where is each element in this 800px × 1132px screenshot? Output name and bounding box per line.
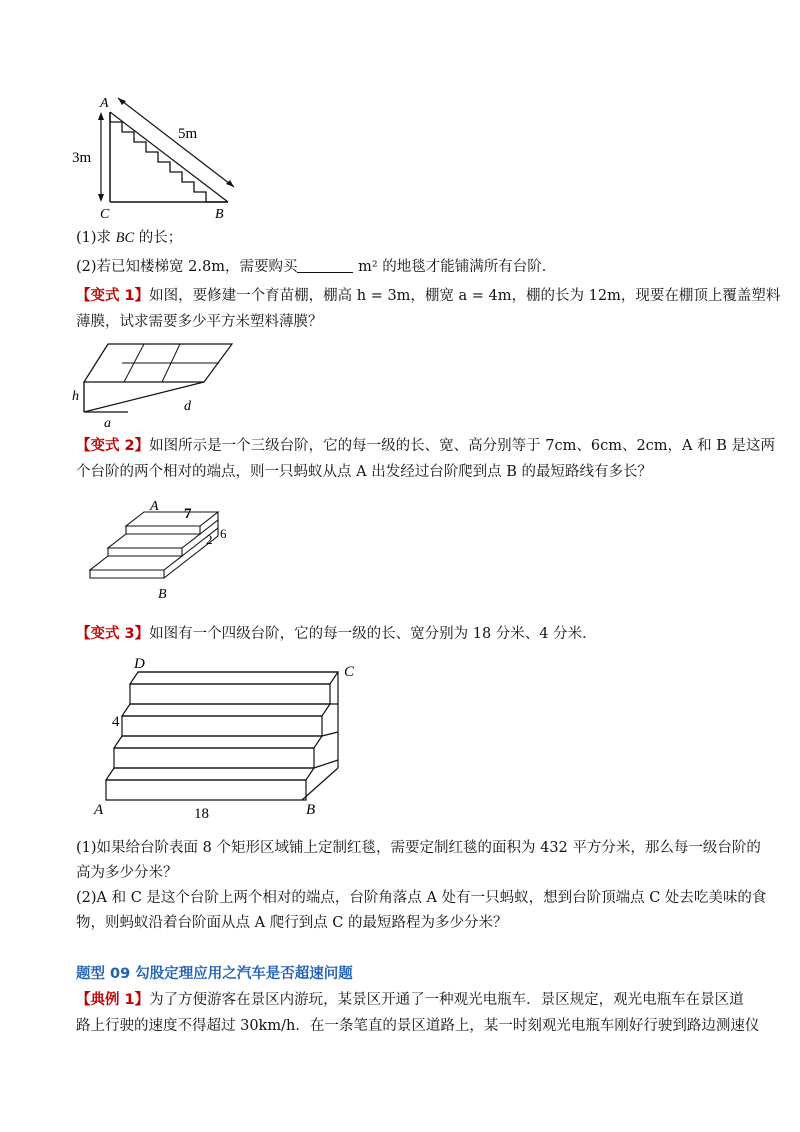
- fig4-label-b: B: [306, 802, 316, 818]
- question-1-part2: (2)若已知楼梯宽 2.8m，需要购买 m² 的地毯才能铺满所有台阶．: [76, 259, 557, 275]
- example-1-line2: 路上行驶的速度不得超过 30km/h．在一条笔直的景区道路上，某一时刻观光电瓶车刚好行驶到路边测速仪: [76, 1018, 760, 1034]
- fig2-label-d: d: [184, 399, 191, 414]
- fig4-label-d: D: [134, 656, 145, 672]
- fig4-label-18: 18: [194, 806, 209, 822]
- fig3-label-2: 2: [206, 532, 213, 547]
- section-title: 题型 09 勾股定理应用之汽车是否超速问题: [76, 966, 353, 982]
- variant-2-line1: 【变式 2】如图所示是一个三级台阶，它的每一级的长、宽、高分别等于 7cm、6cm、2cm，A 和 B 是这两: [76, 438, 775, 454]
- greenhouse-figure: [68, 332, 258, 432]
- fig3-label-7: 7: [184, 506, 192, 522]
- variant-3-q1-line2: 高为多少分米？: [76, 865, 178, 881]
- fig1-label-height: 3m: [72, 150, 92, 166]
- variant-3-q2-line2: 物，则蚂蚁沿着台阶面从点 A 爬行到点 C 的最短路程为多少分米？: [76, 915, 508, 931]
- fig3-label-6: 6: [220, 526, 227, 541]
- answer-blank: [297, 258, 353, 273]
- question-1-part1: (1)求 BC 的长；: [76, 230, 183, 246]
- variant-1-line2: 薄膜，试求需要多少平方米塑料薄膜？: [76, 314, 323, 330]
- variant-2-tag: 【变式 2】: [76, 438, 150, 454]
- fig2-label-a: a: [104, 416, 111, 431]
- fig3-label-b: B: [158, 587, 167, 602]
- fig4-label-4: 4: [112, 714, 120, 730]
- four-step-stairs-figure: [88, 654, 378, 824]
- example-1-tag: 【典例 1】: [76, 992, 150, 1008]
- fig2-label-h: h: [72, 389, 79, 404]
- variant-1-tag: 【变式 1】: [76, 288, 150, 304]
- variant-3-tag: 【变式 3】: [76, 626, 150, 642]
- staircase-triangle-figure: [70, 92, 250, 222]
- variant-1-line1: 【变式 1】如图，要修建一个育苗棚，棚高 h = 3m，棚宽 a = 4m，棚的长为 12m，现要在棚顶上覆盖塑料: [76, 288, 781, 304]
- variant-3-q2-line1: (2)A 和 C 是这个台阶上两个相对的端点，台阶角落点 A 处有一只蚂蚁，想到台阶顶端点 C 处去吃美味的食: [76, 890, 767, 906]
- variant-3-line1: 【变式 3】如图有一个四级台阶，它的每一级的长、宽分别为 18 分米、4 分米．: [76, 626, 597, 642]
- variant-3-q1-line1: (1)如果给台阶表面 8 个矩形区域铺上定制红毯，需要定制红毯的面积为 432 平方分米，那么每一级台阶的: [76, 840, 761, 856]
- fig3-label-a: A: [150, 499, 159, 514]
- fig1-label-c: C: [100, 207, 110, 222]
- variant-2-line2: 个台阶的两个相对的端点，则一只蚂蚁从点 A 出发经过台阶爬到点 B 的最短路线有多长？: [76, 464, 653, 480]
- fig4-label-c: C: [344, 664, 355, 680]
- fig4-label-a: A: [94, 802, 104, 818]
- example-1-line1: 【典例 1】为了方便游客在景区内游玩，某景区开通了一种观光电瓶车．景区规定，观光电瓶车在景区道: [76, 992, 744, 1008]
- fig1-label-a: A: [100, 96, 109, 111]
- fig1-label-b: B: [215, 207, 224, 222]
- three-step-stairs-figure: [72, 496, 252, 606]
- fig1-label-hyp: 5m: [178, 126, 198, 142]
